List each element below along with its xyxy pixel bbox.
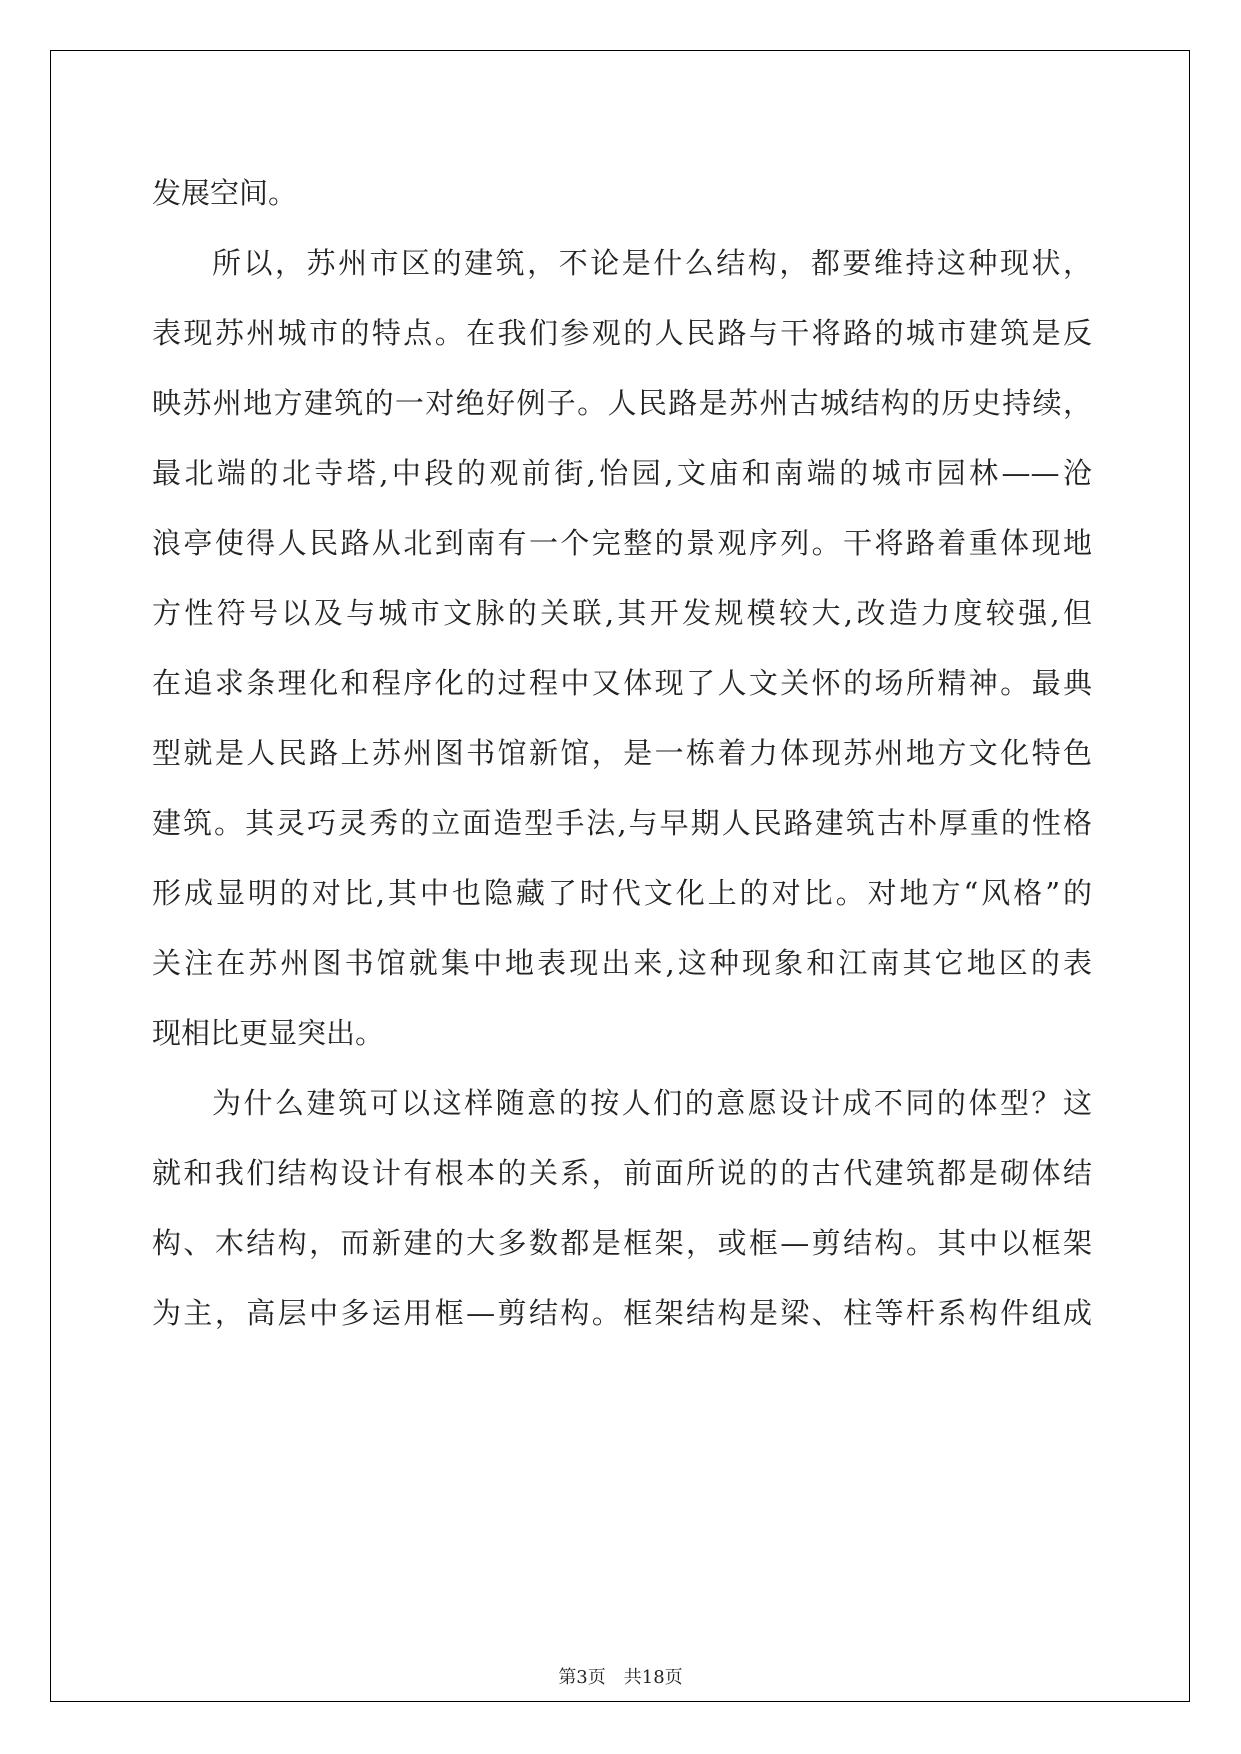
paragraph-start-line: 为什么建筑可以这样随意的按人们的意愿设计成不同的体型？这 [212,1086,1092,1120]
text-line: 最北端的北寺塔,中段的观前街,怡园,文庙和南端的城市园林——沧 [152,456,1092,490]
text-line: 形成显明的对比,其中也隐藏了时代文化上的对比。对地方“风格”的 [152,876,1092,910]
text-line: 在追求条理化和程序化的过程中又体现了人文关怀的场所精神。最典 [152,666,1092,700]
text-line: 关注在苏州图书馆就集中地表现出来,这种现象和江南其它地区的表 [152,946,1092,980]
text-line: 发展空间。 [152,176,298,210]
text-line: 映苏州地方建筑的一对绝好例子。人民路是苏州古城结构的历史持续， [152,386,1092,420]
text-line: 浪亭使得人民路从北到南有一个完整的景观序列。干将路着重体现地 [152,526,1092,560]
text-line: 现相比更显突出。 [152,1016,385,1050]
page-footer [0,1663,1241,1689]
text-line: 方性符号以及与城市文脉的关联,其开发规模较大,改造力度较强,但 [152,596,1092,630]
document-body [152,158,1092,1348]
text-line: 为主，高层中多运用框—剪结构。框架结构是梁、柱等杆系构件组成 [152,1296,1092,1330]
text-line: 建筑。其灵巧灵秀的立面造型手法,与早期人民路建筑古朴厚重的性格 [152,806,1092,840]
page-total: 共18页 [623,1667,683,1688]
text-line: 表现苏州城市的特点。在我们参观的人民路与干将路的城市建筑是反 [152,316,1092,350]
text-line: 型就是人民路上苏州图书馆新馆，是一栋着力体现苏州地方文化特色 [152,736,1092,770]
paragraph-start-line: 所以，苏州市区的建筑，不论是什么结构，都要维持这种现状， [212,246,1092,280]
text-line: 就和我们结构设计有根本的关系，前面所说的的古代建筑都是砌体结 [152,1156,1092,1190]
page-number: 第3页 [558,1667,606,1688]
text-line: 构、木结构，而新建的大多数都是框架，或框—剪结构。其中以框架 [152,1226,1092,1260]
